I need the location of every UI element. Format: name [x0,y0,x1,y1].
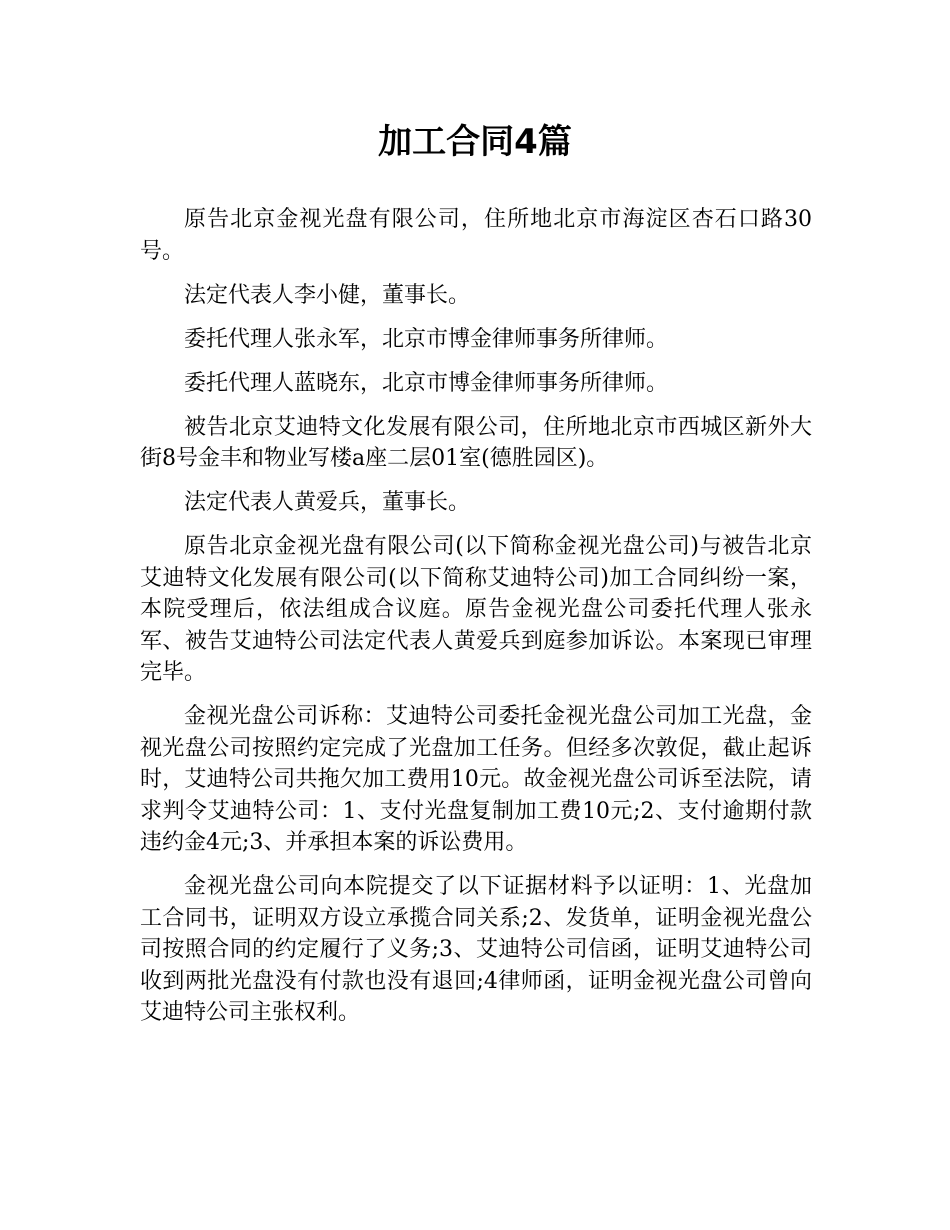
document-title: 加工合同4篇 [378,122,572,162]
paragraph-evidence: 金视光盘公司向本院提交了以下证据材料予以证明：1、光盘加工合同书，证明双方设立承揽合同关系;2、发货单，证明金视光盘公司按照合同的约定履行了义务;3、艾迪特公司信函，证明艾迪特公司收到两批光盘没有付款也没有退回;4律师函，证明金视光盘公司曾向艾迪特公司主张权利。 [140,874,812,1025]
paragraph-agent-1: 委托代理人张永军，北京市博金律师事务所律师。 [184,326,669,352]
paragraph-agent-2: 委托代理人蓝晓东，北京市博金律师事务所律师。 [184,370,669,396]
paragraph-case-summary: 原告北京金视光盘有限公司(以下简称金视光盘公司)与被告北京艾迪特文化发展有限公司(以下简称艾迪特公司)加工合同纠纷一案，本院受理后，依法组成合议庭。原告金视光盘公司委托代理人张永军、被告艾迪特公司法定代表人黄爱兵到庭参加诉讼。本案现已审理完毕。 [140,534,812,685]
paragraph-defendant-representative: 法定代表人黄爱兵，董事长。 [184,490,471,515]
paragraph-claims: 金视光盘公司诉称：艾迪特公司委托金视光盘公司加工光盘，金视光盘公司按照约定完成了光盘加工任务。但经多次敦促，截止起诉时，艾迪特公司共拖欠加工费用10元。故金视光盘公司诉至法院，请求判令艾迪特公司：1、支付光盘复制加工费10元;2、支付逾期付款违约金4元;3、并承担本案的诉讼费用。 [140,704,812,855]
document-body [140,204,812,1041]
paragraph-defendant: 被告北京艾迪特文化发展有限公司，住所地北京市西城区新外大街8号金丰和物业写楼a座二层01室(德胜园区)。 [140,414,812,471]
paragraph-plaintiff-representative: 法定代表人李小健，董事长。 [184,282,471,308]
paragraph-plaintiff: 原告北京金视光盘有限公司，住所地北京市海淀区杏石口路30号。 [140,207,812,264]
